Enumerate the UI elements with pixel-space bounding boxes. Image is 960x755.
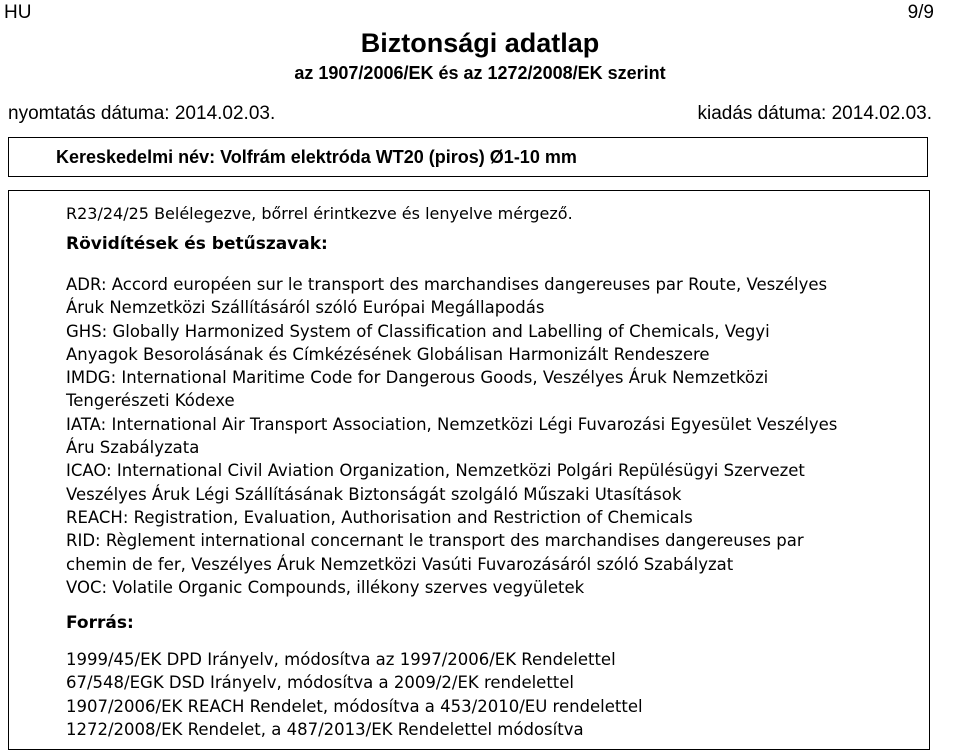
trade-name: Kereskedelmi név: Volfrám elektróda WT20 (piros) Ø1-10 mm [56, 147, 577, 167]
page-number: 9/9 [907, 2, 934, 23]
abbreviation-line: VOC: Volatile Organic Compounds, illékony szerves vegyületek [66, 577, 585, 597]
abbreviation-line: chemin de fer, Veszélyes Áruk Nemzetközi Vasúti Fuvarozásáról szóló Szabályzat [66, 554, 734, 574]
sources-heading: Forrás: [66, 613, 134, 633]
issue-date: kiadás dátuma: 2014.02.03. [697, 103, 932, 124]
document-title: Biztonsági adatlap [360, 28, 600, 58]
sources-list [66, 648, 643, 741]
print-date: nyomtatás dátuma: 2014.02.03. [8, 103, 276, 124]
source-line: 1999/45/EK DPD Irányelv, módosítva az 1997/2006/EK Rendelettel [66, 650, 616, 669]
abbreviation-line: Veszélyes Áruk Légi Szállításának Biztonságát szolgáló Műszaki Utasítások [66, 484, 682, 504]
abbreviation-line: Anyagok Besorolásának és Címkézésének Globálisan Harmonizált Rendeszere [66, 344, 710, 364]
document-subtitle: az 1907/2006/EK és az 1272/2008/EK szerint [294, 63, 666, 83]
abbreviations-list [66, 273, 926, 599]
source-line: 1272/2008/EK Rendelet, a 487/2013/EK Rendelettel módosítva [66, 719, 584, 739]
abbreviations-heading: Rövidítések és betűszavak: [66, 234, 328, 254]
abbreviation-line: REACH: Registration, Evaluation, Authorisation and Restriction of Chemicals [66, 507, 693, 527]
abbreviation-line: IMDG: International Maritime Code for Dangerous Goods, Veszélyes Áruk Nemzetközi [66, 368, 769, 388]
abbreviation-line: IATA: International Air Transport Association, Nemzetközi Légi Fuvarozási Egyesület Veszélyes [66, 414, 838, 434]
abbreviation-line: Tengerészeti Kódexe [66, 391, 235, 411]
trade-name-box [8, 137, 928, 177]
abbreviation-line: Áru Szabályzata [66, 438, 200, 458]
abbreviation-line: RID: Règlement international concernant le transport des marchandises dangereuses par [66, 531, 804, 551]
r-phrase: R23/24/25 Belélegezve, bőrrel érintkezve és lenyelve mérgező. [66, 204, 573, 223]
abbreviation-line: ADR: Accord européen sur le transport des marchandises dangereuses par Route, Veszélyes [66, 275, 828, 294]
language-code: HU [4, 2, 32, 23]
abbreviation-line: GHS: Globally Harmonized System of Classification and Labelling of Chemicals, Vegyi [66, 321, 770, 341]
source-line: 67/548/EGK DSD Irányelv, módosítva a 2009/2/EK rendelettel [66, 673, 575, 693]
abbreviation-line: ICAO: International Civil Aviation Organization, Nemzetközi Polgári Repülésügyi Szervezet [66, 461, 805, 481]
abbreviation-line: Áruk Nemzetközi Szállításáról szóló Európai Megállapodás [66, 298, 545, 318]
source-line: 1907/2006/EK REACH Rendelet, módosítva a 453/2010/EU rendelettel [66, 696, 643, 716]
